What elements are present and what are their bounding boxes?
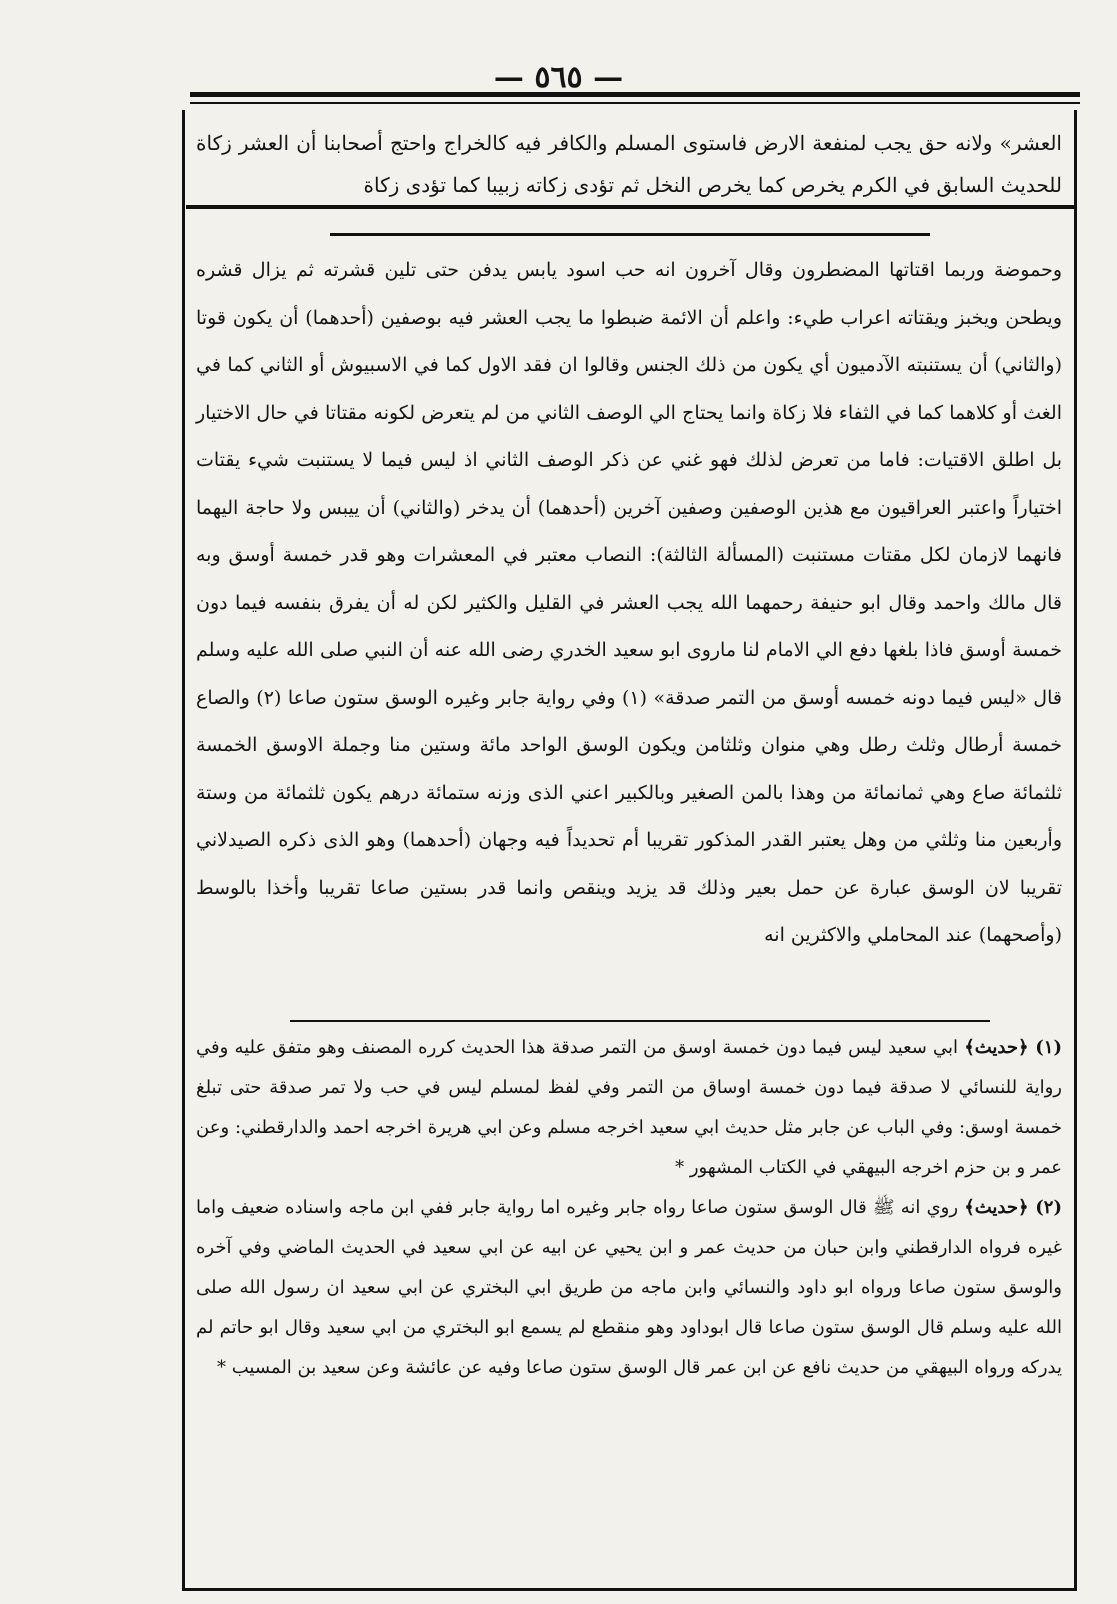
footnote-2-label: (٢) ﴿حديث﴾ (964, 1197, 1062, 1218)
top-double-rule (190, 92, 1080, 97)
top-double-rule-thin (190, 102, 1080, 104)
section-divider-short (330, 233, 930, 236)
footnote-2-text: روي انه ﷺ قال الوسق ستون صاعا رواه جابر وغيره اما رواية جابر ففي ابن ماجه واسناده ضعيف واما غيره فرواه الدارقطني وابن حبان من حديث عمر و ابن يحيي عن ابيه عن ابي سعيد في الحديث الماضي وفي آخره والوسق ستون صاعا ورواه ابو داود والنسائي وابن ماجه من طريق ابي البختري عن ابي سعيد ان رسول الله صلى الله عليه وسلم قال الوسق ستون صاعا قال ابوداود وهو منقطع لم يسمع ابو البختري من ابي سعيد وقال ابو حاتم لم يدركه ورواه البيهقي من حديث نافع عن ابن عمر قال الوسق ستون صاعا وفيه عن عائشة وعن سعيد بن المسيب * (196, 1197, 1062, 1378)
top-text-block (196, 122, 1062, 206)
top-paragraph: العشر» ولانه حق يجب لمنفعة الارض فاستوى المسلم والكافر فيه كالخراج واحتج أصحابنا أن العشر زكاة للحديث السابق في الكرم يخرص كما يخرص النخل ثم تؤدى زكاته زبيبا كما تؤدى زكاة (196, 131, 1062, 197)
page-number: — ٥٦٥ — (493, 60, 624, 95)
bottom-rule (182, 1588, 1077, 1591)
main-paragraph: وحموضة وربما اقتاتها المضطرون وقال آخرون انه حب اسود يابس يدفن حتى تلين قشرته ثم يزال قشره ويطحن ويخبز ويقتاته اعراب طيء: واعلم أن الائمة ضبطوا ما يجب العشر فيه بوصفين (أحدهما) أن يكون قوتا (والثاني) أن يستنبته الآدميون أي يكون من ذلك الجنس وقالوا ان فقد الاول كما في الاسبيوش أو الثاني كما في الغث أو كلاهما كما في الثفاء فلا زكاة وانما يحتاج الي الوصف الثاني من لم يتعرض لكونه مقتاتا في حال الاختيار بل اطلق الاقتيات: فاما من تعرض لذلك فهو غني عن ذكر الوصف الثاني اذ ليس فيما لا يستنبت شيء يقتات اختياراً واعتبر العراقيون مع هذين الوصفين وصفين آخرين (أحدهما) أن يدخر (والثاني) أن ييبس ولا حاجة اليهما فانهما لازمان لكل مقتات مستنبت (المسألة الثالثة): النصاب معتبر في المعشرات وهو قدر خمسة أوسق وبه قال مالك واحمد وقال ابو حنيفة رحمهما الله يجب العشر في القليل والكثير لكن له أن يفرق بنفسه فيما دون خمسة أوسق فاذا بلغها دفع الي الامام لنا ماروى ابو سعيد الخدري رضى الله عنه أن النبي صلى الله عليه وسلم قال «ليس فيما دونه خمسه أوسق من التمر صدقة» (١) وفي رواية جابر وغيره الوسق ستون صاعا (٢) والصاع خمسة أرطال وثلث رطل وهي منوان وثلثامن ويكون الوسق الواحد مائة وستين منا وجملة الاوسق الخمسة ثلثمائة صاع وهي ثمانمائة من وهذا بالمن الصغير وبالكبير اعني الذى وزنه ستمائة درهم يكون ثلثمائة من وستة وأربعين منا وثلثي من وهل يعتبر القدر المذكور تقريبا أم تحديداً فيه وجهان (أحدهما) وهو الذى ذكره الصيدلاني تقريبا لان الوسق عبارة عن حمل بعير وذلك قد يزيد وينقص وانما قدر بستين صاعا تقريبا وأخذا بالوسط (وأصحهما) عند المحاملي والاكثرين انه (196, 259, 1062, 946)
section-divider (186, 205, 1076, 209)
footnote-1-text: ابي سعيد ليس فيما دون خمسة اوسق من التمر صدقة هذا الحديث كرره المصنف وهو متفق عليه وفي رواية للنسائي لا صدقة فيما دون خمسة اوساق من التمر وفي لفظ لمسلم ليس في حب ولا تمر صدقة حتى تبلغ خمسة اوسق: وفي الباب عن جابر مثل حديث ابي سعيد اخرجه مسلم وعن ابي هريرة اخرجه احمد والدارقطني: وعن عمر و بن حزم اخرجه البيهقي في الكتاب المشهور * (196, 1037, 1062, 1178)
footnote-1-label: (١) ﴿حديث﴾ (964, 1037, 1062, 1058)
main-text-block (196, 247, 1062, 960)
footnote-2 (196, 1188, 1062, 1388)
footnotes-block (196, 1028, 1062, 1388)
footnote-1 (196, 1028, 1062, 1188)
footnote-divider (290, 1020, 990, 1022)
